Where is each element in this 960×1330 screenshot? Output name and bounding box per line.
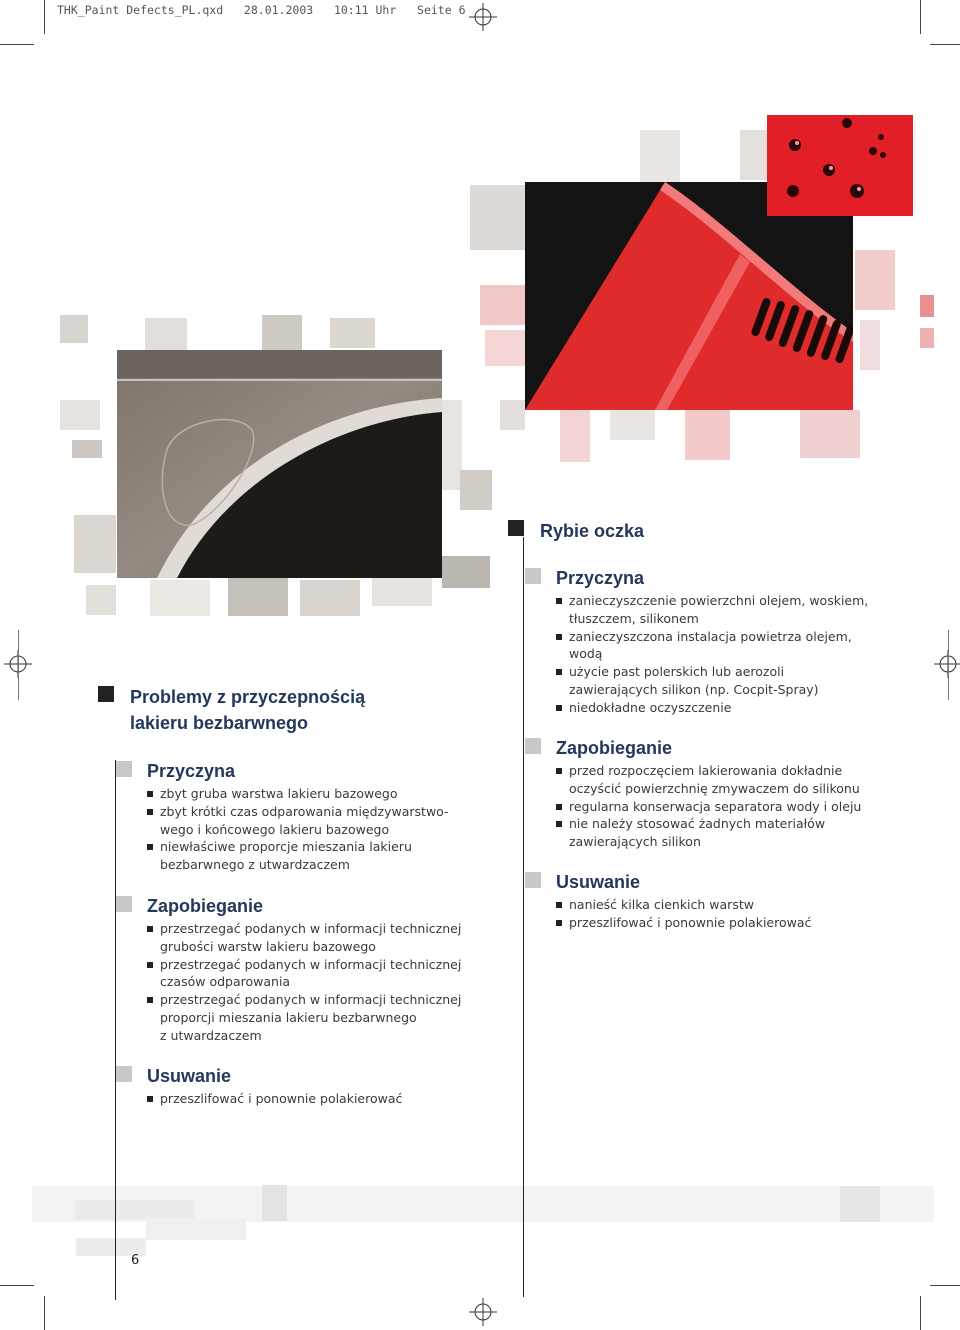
list-item: przeszlifować i ponownie polakierować xyxy=(556,914,946,932)
fisheye-detail-photo xyxy=(767,115,913,216)
list-item: przestrzegać podanych w informacji technicznej czasów odparowania xyxy=(147,956,517,992)
left-prevention-heading: Zapobieganie xyxy=(147,896,264,916)
right-column-rule xyxy=(523,537,524,1297)
section-marker xyxy=(508,520,524,536)
crop-mark xyxy=(920,1296,921,1330)
list-item: zbyt gruba warstwa lakieru bazowego xyxy=(147,785,517,803)
red-panel-photo xyxy=(525,182,853,410)
crop-mark xyxy=(44,0,45,34)
right-cause-list xyxy=(556,592,946,717)
left-title xyxy=(130,684,365,736)
list-item: przestrzegać podanych w informacji technicznej grubości warstw lakieru bazowego xyxy=(147,920,517,956)
header-slug: THK_Paint Defects_PL.qxd 28.01.2003 10:11 Uhr Seite 6 xyxy=(57,3,466,17)
right-removal-heading: Usuwanie xyxy=(556,872,641,892)
crop-mark xyxy=(930,1285,960,1286)
crop-mark xyxy=(18,630,19,700)
list-item: nie należy stosować żadnych materiałów zawierających silikon xyxy=(556,815,946,851)
left-cause-heading: Przyczyna xyxy=(147,761,236,781)
list-item: użycie past polerskich lub aerozoli zawierających silikon (np. Cocpit-Spray) xyxy=(556,663,946,699)
left-prevention-list xyxy=(147,920,517,1045)
crop-mark xyxy=(948,630,949,700)
subsection-marker xyxy=(525,568,541,584)
subsection-marker xyxy=(116,1066,132,1082)
crop-mark xyxy=(44,1296,45,1330)
crop-mark xyxy=(920,0,921,34)
crop-mark xyxy=(0,1285,34,1286)
list-item: przed rozpoczęciem lakierowania dokładnie oczyścić powierzchnię zmywaczem do silikonu xyxy=(556,762,946,798)
list-item: regularna konserwacja separatora wody i oleju xyxy=(556,798,946,816)
registration-mark-icon xyxy=(469,3,497,31)
right-prevention-list xyxy=(556,762,946,851)
list-item: przeszlifować i ponownie polakierować xyxy=(147,1090,517,1108)
left-title-line1: Problemy z przyczepnością xyxy=(130,687,366,707)
left-removal-list xyxy=(147,1090,517,1108)
right-prevention-heading: Zapobieganie xyxy=(556,738,673,758)
right-removal-list xyxy=(556,896,946,932)
left-column-rule xyxy=(115,760,116,1300)
list-item: niedokładne oczyszczenie xyxy=(556,699,946,717)
left-title-line2: lakieru bezbarwnego xyxy=(130,713,309,733)
registration-mark-icon xyxy=(469,1298,497,1326)
subsection-marker xyxy=(525,872,541,888)
crop-mark xyxy=(930,44,960,45)
list-item: niewłaściwe proporcje mieszania lakieru bezbarwnego z utwardzaczem xyxy=(147,838,517,874)
left-cause-list xyxy=(147,785,517,874)
left-removal-heading: Usuwanie xyxy=(147,1066,232,1086)
car-panel-photo xyxy=(117,350,442,578)
subsection-marker xyxy=(525,738,541,754)
right-title: Rybie oczka xyxy=(540,521,645,541)
crop-mark xyxy=(0,44,34,45)
list-item: nanieść kilka cienkich warstw xyxy=(556,896,946,914)
list-item: zbyt krótki czas odparowania międzywarstwo- wego i końcowego lakieru bazowego xyxy=(147,803,517,839)
subsection-marker xyxy=(116,896,132,912)
subsection-marker xyxy=(116,761,132,777)
list-item: zanieczyszczona instalacja powietrza olejem, wodą xyxy=(556,628,946,664)
list-item: zanieczyszczenie powierzchni olejem, woskiem, tłuszczem, silikonem xyxy=(556,592,946,628)
right-cause-heading: Przyczyna xyxy=(556,568,645,588)
page-number: 6 xyxy=(131,1253,140,1268)
section-marker xyxy=(98,686,114,702)
list-item: przestrzegać podanych w informacji technicznej proporcji mieszania lakieru bezbarwnego z utwardzaczem xyxy=(147,991,517,1044)
